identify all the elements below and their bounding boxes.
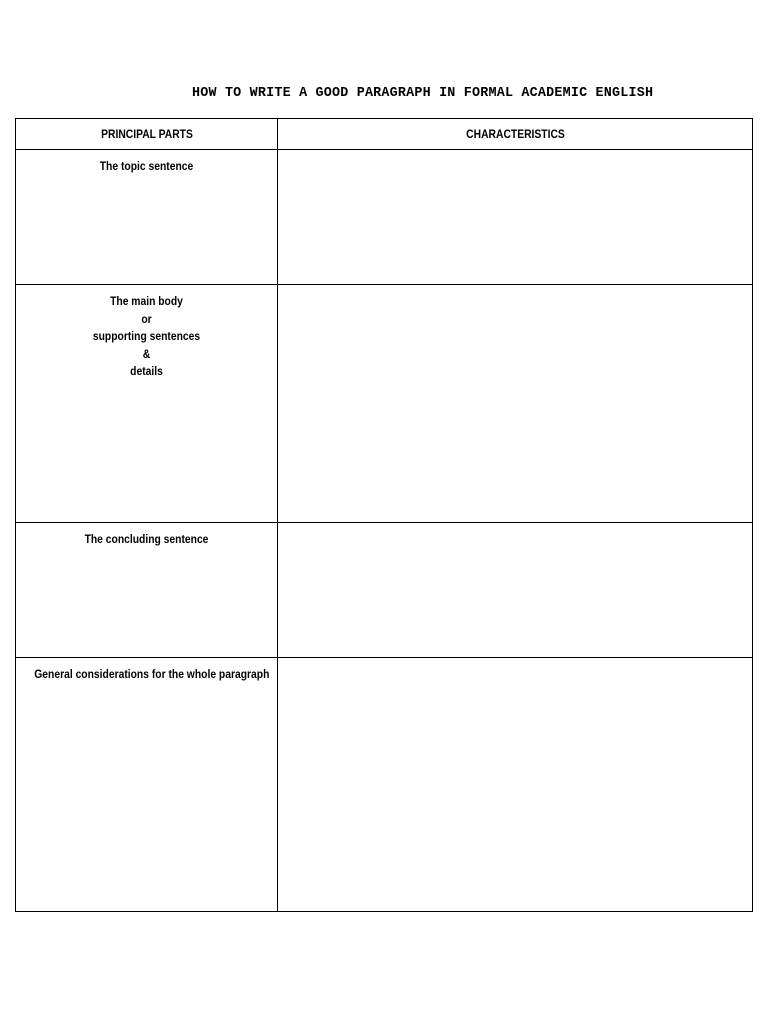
table-row — [16, 658, 753, 912]
part-label-line: General considerations for the whole paragraph — [34, 667, 270, 681]
header-principal-parts: PRINCIPAL PARTS — [34, 119, 259, 150]
part-cell — [16, 523, 278, 658]
part-cell — [16, 658, 278, 912]
characteristics-cell[interactable] — [278, 523, 753, 658]
part-label — [34, 658, 270, 684]
table-row — [16, 285, 753, 523]
page-title: HOW TO WRITE A GOOD PARAGRAPH IN FORMAL ACADEMIC ENGLISH — [192, 86, 654, 101]
part-label-line: details — [130, 364, 163, 378]
characteristics-cell[interactable] — [278, 658, 753, 912]
part-label-line: The concluding sentence — [84, 532, 209, 546]
part-label — [34, 285, 258, 381]
characteristics-cell[interactable] — [278, 150, 753, 285]
table-row — [16, 523, 753, 658]
part-label — [34, 523, 258, 549]
part-label-line: The topic sentence — [99, 159, 194, 173]
part-label — [34, 150, 258, 176]
characteristics-cell[interactable] — [278, 285, 753, 523]
table-header-row — [16, 119, 753, 150]
table-row — [16, 150, 753, 285]
part-label-line: The main body — [110, 294, 183, 308]
part-cell — [16, 150, 278, 285]
part-label-line: or — [141, 311, 152, 326]
part-cell — [16, 285, 278, 523]
paragraph-worksheet-table — [15, 118, 753, 912]
part-label-line: & — [142, 346, 151, 361]
part-label-line: supporting sentences — [92, 329, 201, 343]
header-characteristics: CHARACTERISTICS — [311, 119, 720, 150]
